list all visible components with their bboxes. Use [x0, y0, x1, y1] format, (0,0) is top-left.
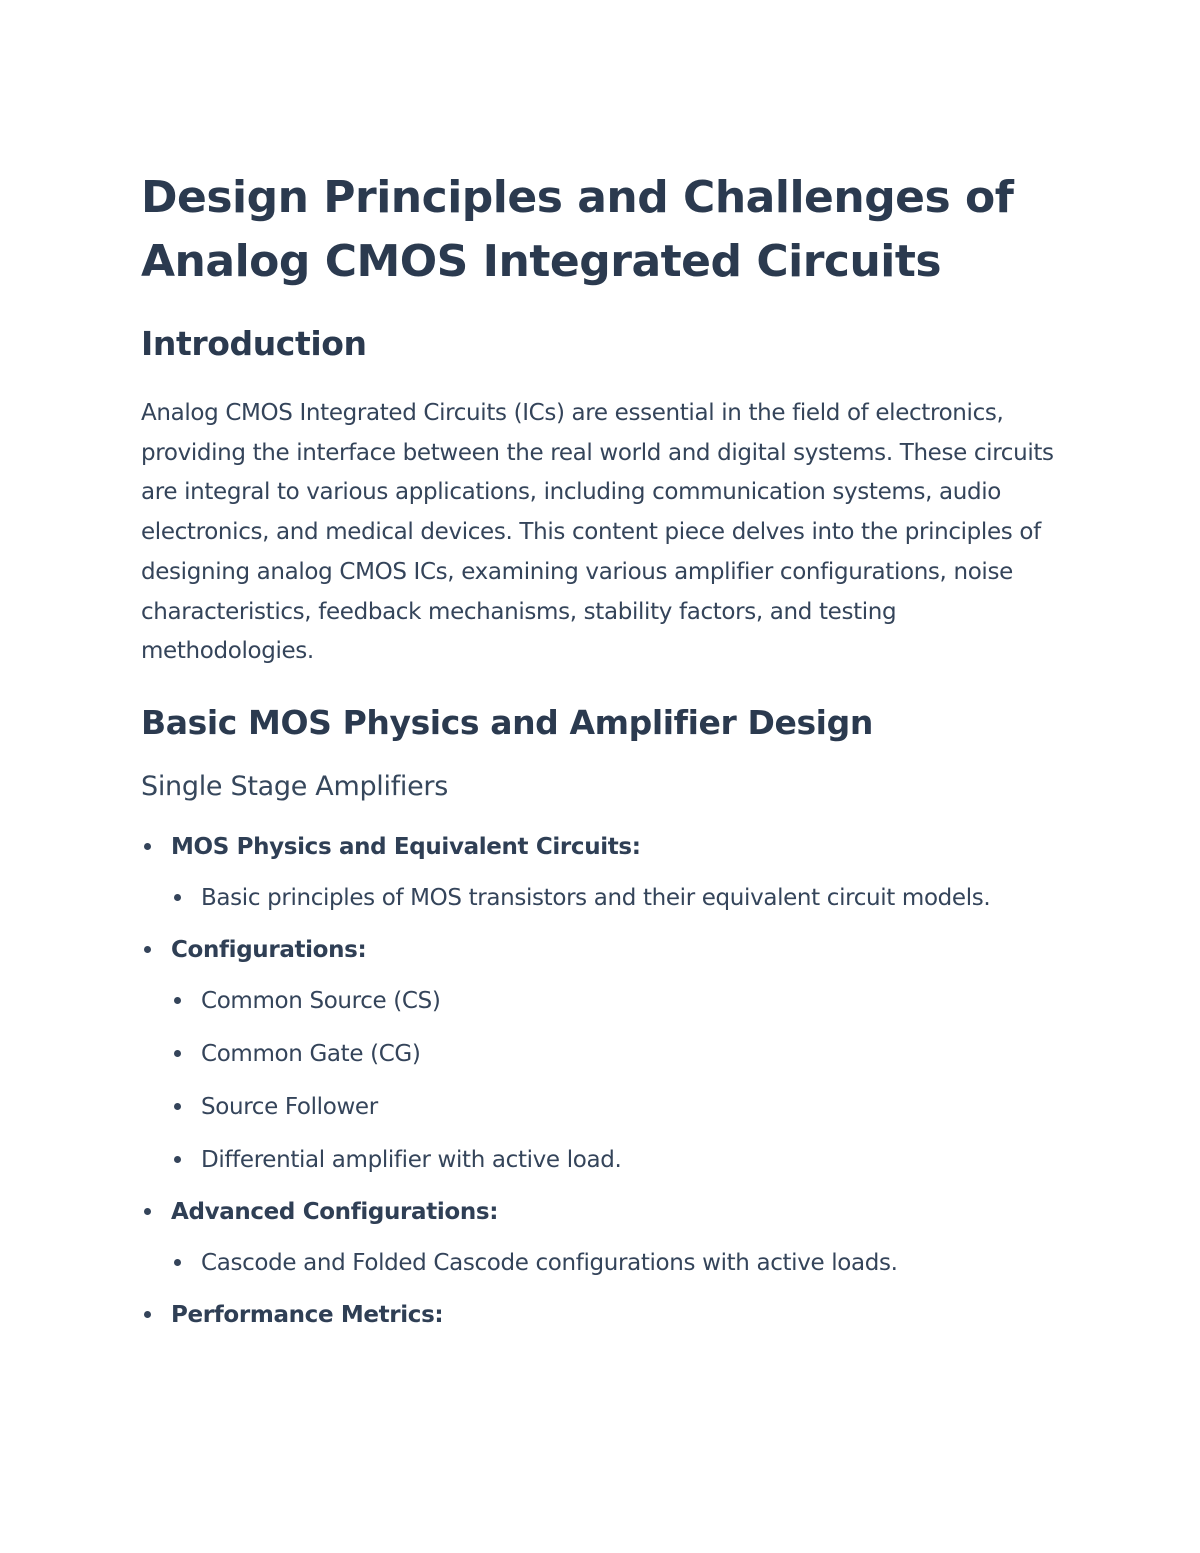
bullet-icon	[174, 1156, 181, 1163]
list-item	[141, 827, 1071, 918]
sub-list	[171, 1243, 1071, 1283]
sub-list-item-text: Basic principles of MOS transistors and their equivalent circuit models.	[201, 884, 991, 911]
bullet-icon	[174, 894, 181, 901]
sub-list-item	[171, 1087, 1071, 1127]
sub-list-item	[171, 981, 1071, 1021]
list-item	[141, 1295, 1071, 1335]
bullet-icon	[144, 946, 151, 953]
sub-list-item-text: Common Source (CS)	[201, 987, 441, 1014]
list-item	[141, 930, 1071, 1180]
sub-list	[171, 878, 1071, 918]
document-title: Design Principles and Challenges of Analog CMOS Integrated Circuits	[141, 172, 1014, 287]
sub-list-item-text: Cascode and Folded Cascode configurations with active loads.	[201, 1249, 898, 1276]
introduction-paragraph: Analog CMOS Integrated Circuits (ICs) are essential in the field of electronics, providing the interface between the real world and digital systems. These circuits are integral to various applications, including communication systems, audio electronics, and medical devices. This content piece delves into the principles of designing analog CMOS ICs, examining various amplifier configurations, noise characteristics, feedback mechanisms, stability factors, and testing methodologies.	[141, 400, 1054, 665]
bullet-icon	[144, 1208, 151, 1215]
sub-list-item-text: Source Follower	[201, 1093, 378, 1120]
sub-list	[171, 981, 1071, 1180]
sub-list-item-text: Common Gate (CG)	[201, 1040, 421, 1067]
bullet-icon	[144, 1311, 151, 1318]
introduction-heading: Introduction	[141, 324, 367, 363]
document-page	[141, 166, 1071, 1335]
bullet-icon	[144, 843, 151, 850]
single-stage-amplifiers-heading: Single Stage Amplifiers	[141, 770, 448, 802]
basic-mos-heading: Basic MOS Physics and Amplifier Design	[141, 702, 873, 742]
bullet-icon	[174, 1050, 181, 1057]
sub-list-item	[171, 1140, 1071, 1180]
amplifier-topics-list	[141, 827, 1071, 1335]
sub-list-item	[171, 1243, 1071, 1283]
list-item-label: Configurations:	[171, 936, 367, 963]
list-item-label: MOS Physics and Equivalent Circuits:	[171, 833, 641, 860]
sub-list-item-text: Differential amplifier with active load.	[201, 1146, 622, 1173]
bullet-icon	[174, 1103, 181, 1110]
sub-list-item	[171, 878, 1071, 918]
list-item-label: Performance Metrics:	[171, 1301, 444, 1328]
sub-list-item	[171, 1034, 1071, 1074]
bullet-icon	[174, 997, 181, 1004]
list-item	[141, 1192, 1071, 1283]
list-item-label: Advanced Configurations:	[171, 1198, 499, 1225]
bullet-icon	[174, 1259, 181, 1266]
